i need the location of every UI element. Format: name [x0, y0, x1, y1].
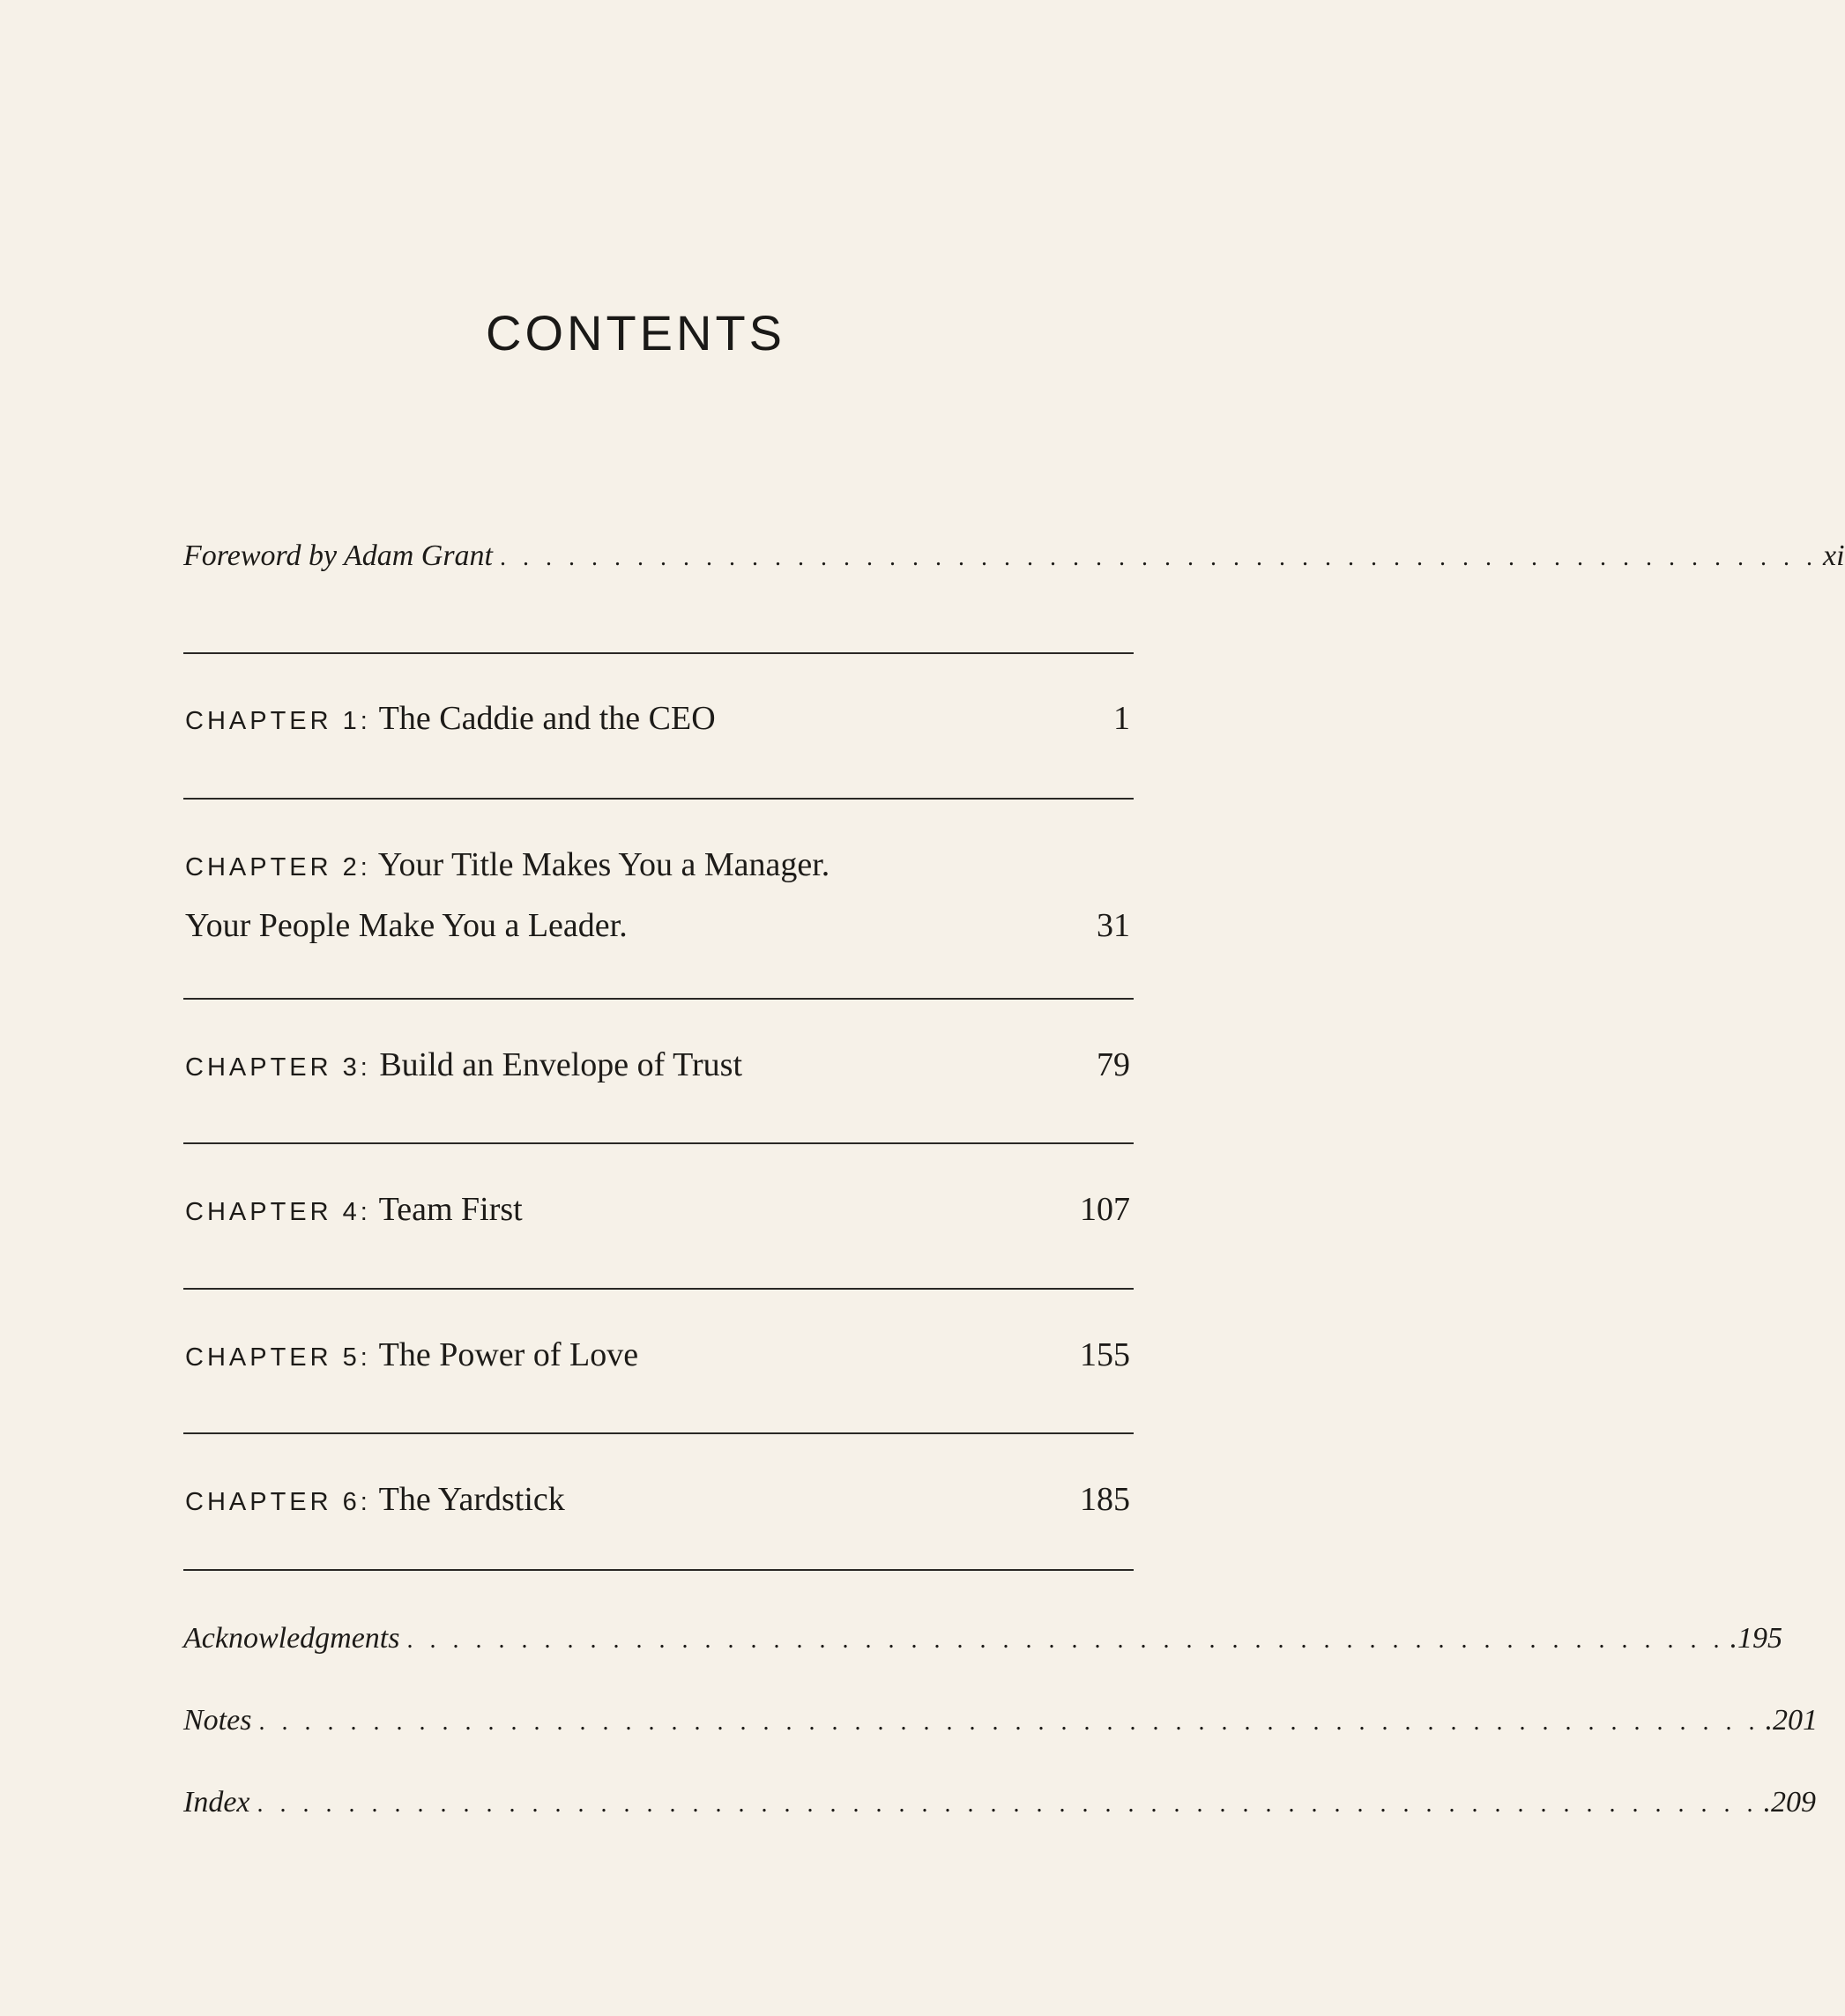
toc-entry-page: .209 — [1763, 1786, 1817, 1819]
chapter-page: 1 — [1113, 700, 1130, 737]
toc-chapter-1[interactable] — [185, 689, 1130, 750]
chapter-title: Team First — [378, 1191, 523, 1228]
divider — [183, 998, 1134, 1000]
chapter-key: CHAPTER 3: — [185, 1053, 371, 1082]
chapter-page: 185 — [1080, 1481, 1130, 1518]
chapter-title: The Caddie and the CEO — [378, 700, 716, 737]
dot-leader: . . . . . . . . . . . . . . . . . . . . . . . . . . . . . . . . . . . . . . . . . . . . . . . . . . . . . . . . . . — [500, 544, 1819, 571]
toc-entry-index[interactable] — [183, 1786, 1817, 1839]
divider — [183, 1569, 1134, 1571]
chapter-title: The Yardstick — [378, 1481, 565, 1518]
chapter-page: 79 — [1097, 1046, 1130, 1083]
divider — [183, 1432, 1134, 1434]
divider — [183, 652, 1134, 654]
chapter-title: Your Title Makes You a Manager. — [377, 846, 830, 883]
toc-entry-label: Acknowledgments — [183, 1622, 400, 1655]
dot-leader: . . . . . . . . . . . . . . . . . . . . . . . . . . . . . . . . . . . . . . . . . . . . . . . . . . . . . . . . . . . . . . . . . . — [257, 1790, 1759, 1818]
toc-entry-page: xi — [1823, 539, 1845, 572]
chapter-key: CHAPTER 6: — [185, 1488, 371, 1516]
toc-entry-label: Index — [183, 1786, 250, 1819]
dot-leader: . . . . . . . . . . . . . . . . . . . . . . . . . . . . . . . . . . . . . . . . . . . . . . . . . . . . . . . . . . . . . . . . . . — [258, 1708, 1760, 1736]
divider — [183, 1142, 1134, 1144]
toc-entry-acknowledgments[interactable] — [183, 1622, 1782, 1675]
chapter-page: 107 — [1080, 1191, 1130, 1228]
toc-entry-label: Foreword by Adam Grant — [183, 539, 494, 572]
toc-entry-label: Notes — [183, 1704, 252, 1737]
page-title: CONTENTS — [486, 305, 785, 361]
toc-chapter-4[interactable] — [185, 1180, 1130, 1241]
toc-chapter-5[interactable] — [185, 1326, 1130, 1387]
toc-chapter-3[interactable] — [185, 1036, 1130, 1097]
chapter-page: 31 — [1097, 907, 1130, 944]
chapter-title-line2: Your People Make You a Leader. — [185, 907, 628, 944]
chapter-key: CHAPTER 2: — [185, 853, 371, 882]
toc-chapter-6[interactable] — [185, 1470, 1130, 1531]
divider — [183, 1288, 1134, 1290]
toc-entry-page: .201 — [1765, 1704, 1818, 1737]
toc-entry-page: .195 — [1730, 1622, 1782, 1655]
dot-leader: . . . . . . . . . . . . . . . . . . . . . . . . . . . . . . . . . . . . . . . . . . . . . . . . . . . . . . . . . . — [406, 1626, 1725, 1654]
chapter-key: CHAPTER 1: — [185, 707, 371, 735]
toc-chapter-2[interactable] — [185, 836, 1130, 955]
chapter-key: CHAPTER 5: — [185, 1343, 371, 1372]
chapter-title: The Power of Love — [378, 1336, 639, 1373]
chapter-page: 155 — [1080, 1336, 1130, 1373]
chapter-key: CHAPTER 4: — [185, 1198, 371, 1226]
toc-entry-notes[interactable] — [183, 1704, 1818, 1757]
toc-entry-foreword[interactable] — [183, 539, 1845, 592]
divider — [183, 798, 1134, 800]
chapter-title: Build an Envelope of Trust — [379, 1046, 743, 1083]
